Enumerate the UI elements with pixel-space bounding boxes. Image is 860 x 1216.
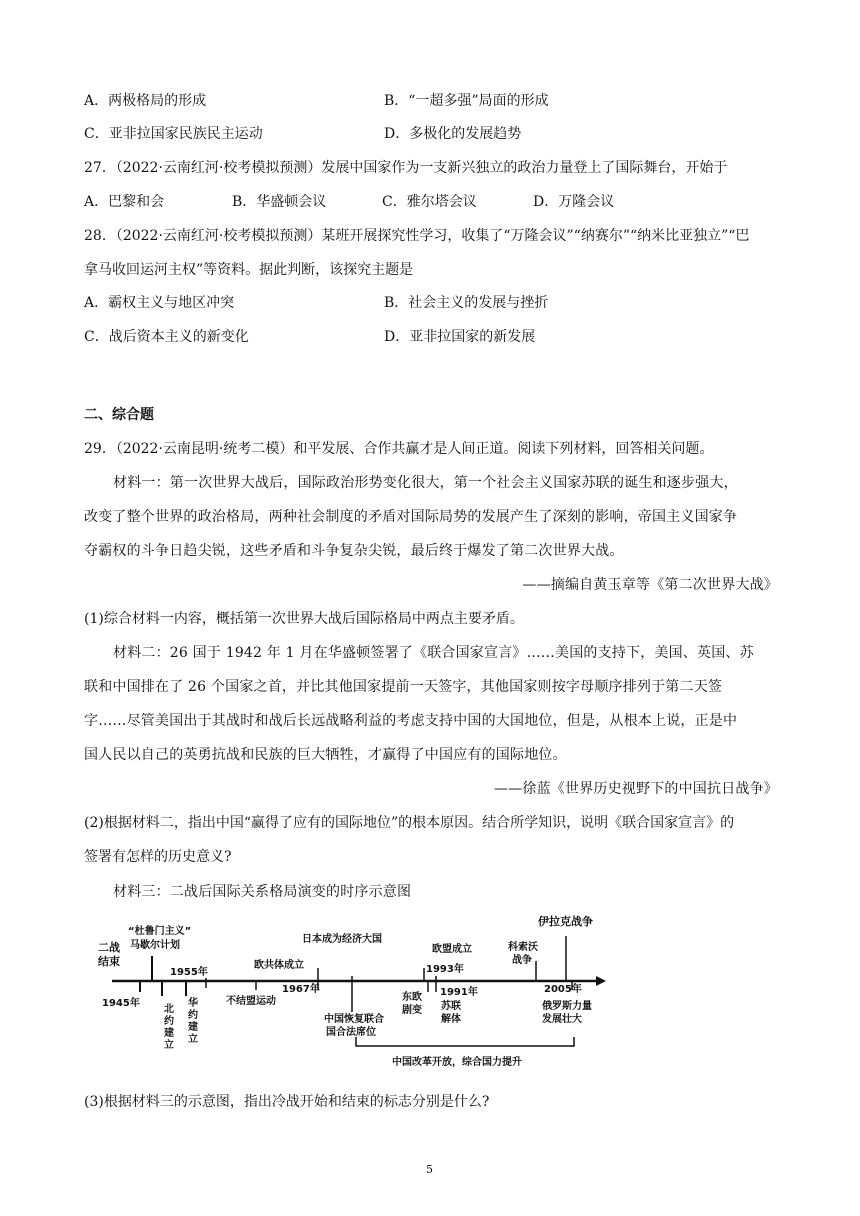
label-nato-3: 建 <box>164 1028 174 1039</box>
q26-option-b: B．“一超多强”局面的形成 <box>384 93 549 109</box>
label-china-un-2: 国合法席位 <box>326 1027 376 1038</box>
label-kosovo-2: 战争 <box>512 955 532 966</box>
label-russia-1: 俄罗斯力量 <box>542 1001 592 1012</box>
label-marshall: 马歇尔计划 <box>130 940 180 951</box>
material-1-line3: 夺霸权的斗争日趋尖锐，这些矛盾和斗争复杂尖锐，最后终于爆发了第二次世界大战。 <box>84 543 624 559</box>
material-3-title: 材料三：二战后国际关系格局演变的时序示意图 <box>113 884 412 900</box>
q26-option-c: C．亚非拉国家民族民主运动 <box>84 126 263 142</box>
label-reform: 中国改革开放，综合国力提升 <box>392 1057 522 1068</box>
label-nato-1: 北 <box>164 1004 174 1015</box>
q28-stem-line1: 28．（2022·云南红河·校考模拟预测）某班开展探究性学习，收集了“万隆会议”“纳赛尔”“纳米比亚独立”“巴 <box>84 228 750 244</box>
label-warsaw-3: 建 <box>188 1022 198 1033</box>
section-title: 二、综合题 <box>84 407 154 423</box>
label-nam: 不结盟运动 <box>226 996 276 1007</box>
label-eeurope-2: 剧变 <box>402 1005 422 1016</box>
label-japan: 日本成为经济大国 <box>302 934 382 945</box>
material-2-line1: 材料二：26 国于 1942 年 1 月在华盛顿签署了《联合国家宣言》……美国的支持下，美国、英国、苏 <box>113 645 754 661</box>
material-1-line2: 改变了整个世界的政治格局，两种社会制度的矛盾对国际局势的发展产生了深刻的影响，帝国主义国家争 <box>84 509 738 525</box>
q28-option-b: B．社会主义的发展与挫折 <box>384 295 549 311</box>
label-warsaw-2: 约 <box>188 1010 198 1021</box>
q27-option-a: A．巴黎和会 <box>84 194 165 210</box>
material-1-source: ——摘编自黄玉章等《第二次世界大战》 <box>522 577 778 593</box>
label-china-un-1: 中国恢复联合 <box>324 1014 384 1025</box>
label-ussr-2: 解体 <box>441 1014 461 1025</box>
label-1955: 1955年 <box>170 967 208 978</box>
question-1: (1)综合材料一内容，概括第一次世界大战后国际格局中两点主要矛盾。 <box>84 611 524 627</box>
q27-option-c: C．雅尔塔会议 <box>382 194 477 210</box>
label-1993: 1993年 <box>426 964 464 975</box>
label-iraq: 伊拉克战争 <box>538 915 593 928</box>
material-2-line3: 字……尽管美国出于其战时和战后长远战略利益的考虑支持中国的大国地位，但是，从根本上说，正是中 <box>84 713 738 729</box>
q27-option-b: B．华盛顿会议 <box>232 194 327 210</box>
label-end-ww2-2: 结束 <box>98 955 120 968</box>
label-end-ww2-1: 二战 <box>98 941 120 954</box>
material-2-line2: 联和中国排在了 26 个国家之首，并比其他国家提前一天签字，其他国家则按字母顺序排列于第二天签 <box>84 679 723 695</box>
label-eeurope-1: 东欧 <box>402 992 422 1003</box>
question-2-line2: 签署有怎样的历史意义? <box>84 849 232 865</box>
label-russia-2: 发展壮大 <box>542 1014 582 1025</box>
material-1-line1: 材料一：第一次世界大战后，国际政治形势变化很大，第一个社会主义国家苏联的诞生和逐步强大， <box>113 475 738 491</box>
q28-option-a: A．霸权主义与地区冲突 <box>84 295 235 311</box>
label-1945: 1945年 <box>102 998 140 1009</box>
label-warsaw-4: 立 <box>188 1034 198 1045</box>
label-ec: 欧共体成立 <box>254 960 304 971</box>
q27-option-d: D．万隆会议 <box>533 194 615 210</box>
label-ussr-1: 苏联 <box>441 1001 461 1012</box>
label-nato-4: 立 <box>164 1040 174 1051</box>
label-nato-2: 约 <box>164 1016 174 1027</box>
material-2-line4: 国人民以自己的英勇抗战和民族的巨大牺牲，才赢得了中国应有的国际地位。 <box>84 747 567 763</box>
q28-stem-line2: 拿马收回运河主权”等资料。据此判断，该探究主题是 <box>84 262 414 278</box>
q28-option-d: D．亚非拉国家的新发展 <box>384 329 536 345</box>
question-2-line1: (2)根据材料二，指出中国“赢得了应有的国际地位”的根本原因。结合所学知识，说明《联合国家宣言》的 <box>84 815 735 831</box>
label-eu: 欧盟成立 <box>432 944 472 955</box>
label-truman: “杜鲁门主义” <box>128 926 192 937</box>
page-number: 5 <box>426 1163 433 1176</box>
q27-stem: 27．（2022·云南红河·校考模拟预测）发展中国家作为一支新兴独立的政治力量登上了国际舞台，开始于 <box>84 160 728 176</box>
label-1991: 1991年 <box>440 987 478 998</box>
label-2005: 2005年 <box>544 984 582 995</box>
label-1967: 1967年 <box>282 984 320 995</box>
q26-option-d: D．多极化的发展趋势 <box>384 126 522 142</box>
q26-option-a: A．两极格局的形成 <box>84 93 207 109</box>
timeline-diagram <box>96 912 616 1077</box>
question-3: (3)根据材料三的示意图，指出冷战开始和结束的标志分别是什么? <box>84 1094 490 1110</box>
q29-stem: 29．（2022·云南昆明·统考二模）和平发展、合作共赢才是人间正道。阅读下列材料，回答相关问题。 <box>84 441 714 457</box>
q28-option-c: C．战后资本主义的新变化 <box>84 329 249 345</box>
label-kosovo-1: 科索沃 <box>508 942 538 953</box>
material-2-source: ——徐蓝《世界历史视野下的中国抗日战争》 <box>494 781 778 797</box>
timeline-arrow <box>596 976 606 986</box>
label-warsaw-1: 华 <box>188 998 198 1009</box>
reform-bracket <box>356 1037 574 1046</box>
